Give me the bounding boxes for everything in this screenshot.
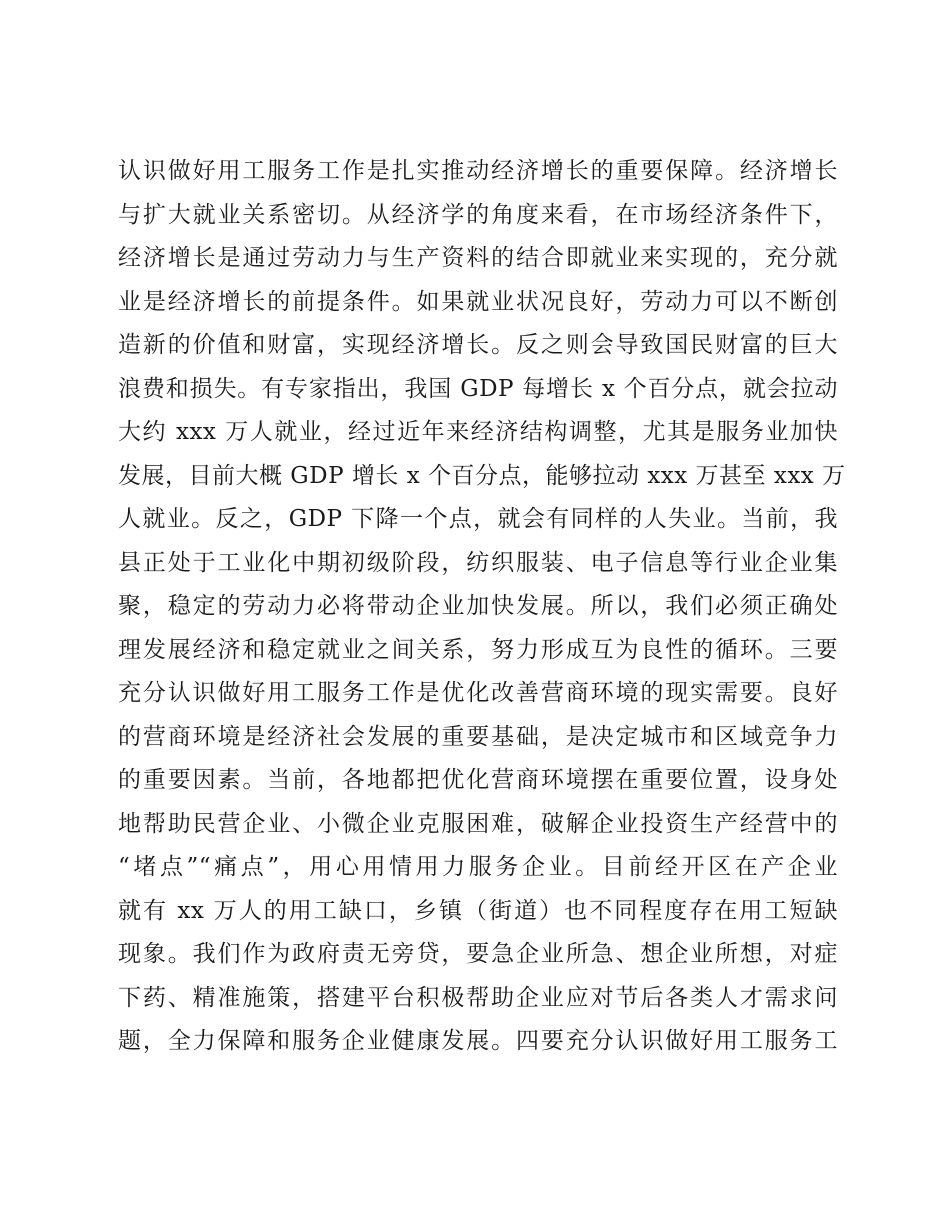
text-line: 的重要因素。当前，各地都把优化营商环境摆在重要位置，设身处 bbox=[118, 767, 838, 793]
text-line: 就有 xx 万人的用工缺口，乡镇（街道）也不同程度存在用工短缺 bbox=[118, 897, 838, 924]
text-line: 认识做好用工服务工作是扎实推动经济增长的重要保障。经济增长 bbox=[118, 158, 838, 184]
text-line: 充分认识做好用工服务工作是优化改善营商环境的现实需要。良好 bbox=[118, 680, 838, 706]
text-line: 聚，稳定的劳动力必将带动企业加快发展。所以，我们必须正确处 bbox=[118, 593, 838, 619]
text-line: 与扩大就业关系密切。从经济学的角度来看，在市场经济条件下， bbox=[118, 201, 838, 228]
text-line: 理发展经济和稳定就业之间关系，努力形成互为良性的循环。三要 bbox=[118, 636, 838, 663]
text-line: 大约 xxx 万人就业，经过近年来经济结构调整，尤其是服务业加快 bbox=[118, 419, 838, 445]
text-line: 题，全力保障和服务企业健康发展。四要充分认识做好用工服务工 bbox=[118, 1028, 838, 1054]
text-line: 经济增长是通过劳动力与生产资料的结合即就业来实现的，充分就 bbox=[118, 245, 838, 271]
document-body-text bbox=[118, 150, 846, 1064]
text-line: 人就业。反之，GDP 下降一个点，就会有同样的人失业。当前，我 bbox=[118, 506, 838, 532]
text-line: “堵点”“痛点”，用心用情用力服务企业。目前经开区在产企业 bbox=[118, 854, 838, 880]
text-line: 浪费和损失。有专家指出，我国 GDP 每增长 x 个百分点，就会拉动 bbox=[118, 375, 838, 402]
text-line: 发展，目前大概 GDP 增长 x 个百分点，能够拉动 xxx 万甚至 xxx 万 bbox=[118, 462, 846, 489]
text-line: 的营商环境是经济社会发展的重要基础，是决定城市和区域竞争力 bbox=[118, 723, 838, 750]
text-line: 造新的价值和财富，实现经济增长。反之则会导致国民财富的巨大 bbox=[118, 332, 838, 358]
text-line: 现象。我们作为政府责无旁贷，要急企业所急、想企业所想，对症 bbox=[118, 941, 838, 967]
text-line: 县正处于工业化中期初级阶段，纺织服装、电子信息等行业企业集 bbox=[118, 549, 838, 576]
text-line: 地帮助民营企业、小微企业克服困难，破解企业投资生产经营中的 bbox=[118, 810, 838, 837]
text-line: 下药、精准施策，搭建平台积极帮助企业应对节后各类人才需求问 bbox=[118, 984, 838, 1011]
text-line: 业是经济增长的前提条件。如果就业状况良好，劳动力可以不断创 bbox=[118, 288, 838, 315]
